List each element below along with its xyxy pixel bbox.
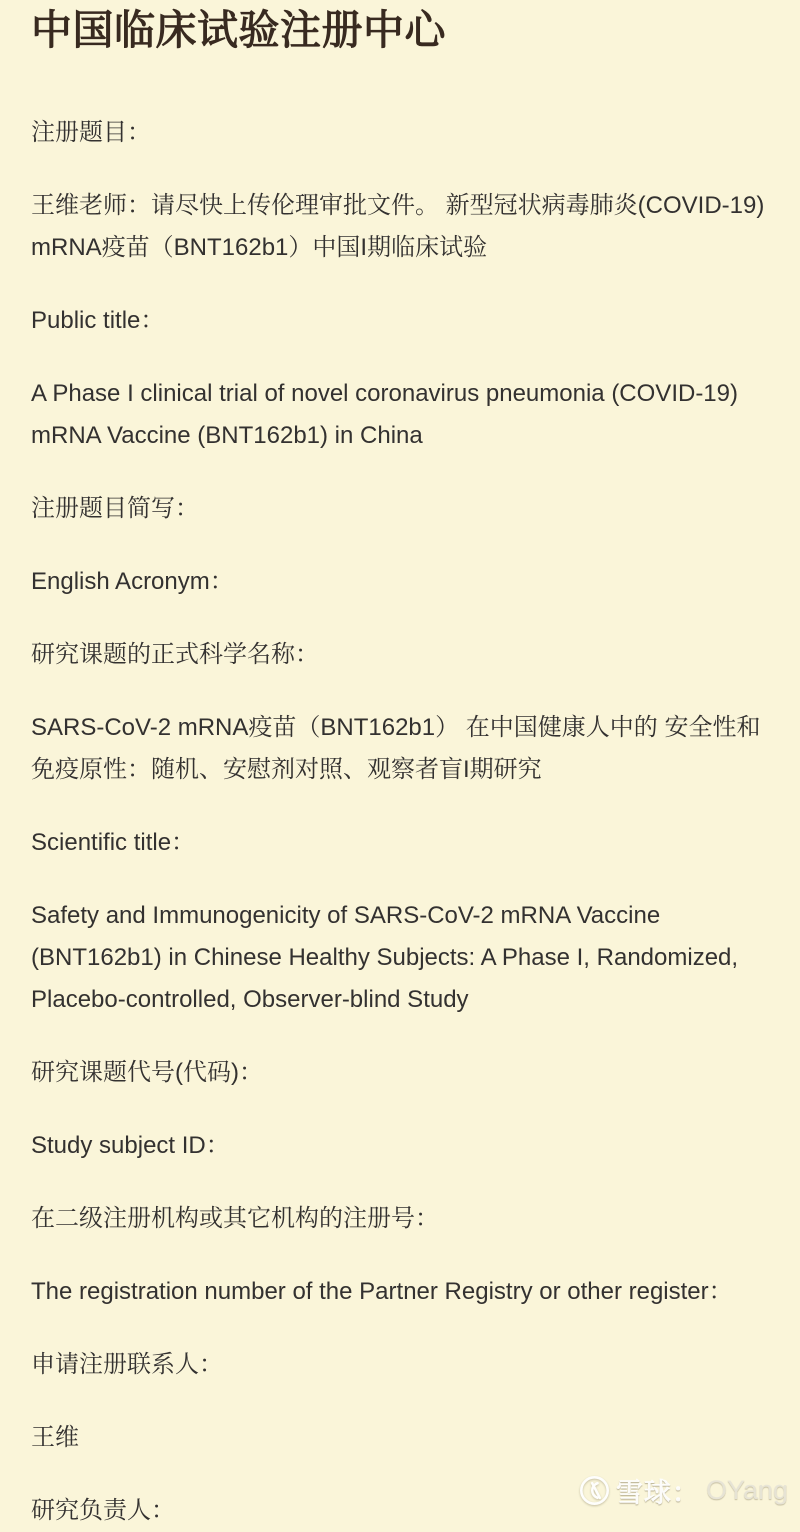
page-title: 中国临床试验注册中心 [31,7,446,53]
field-label: 研究课题的正式科学名称： [31,641,319,668]
field-value: Safety and Immunogenicity of SARS-CoV-2 mRNA Vaccine (BNT162b1) in Chinese Healthy Subjects: A Phase I, Randomized, Placebo-controlled, Observer-blind Study [31,902,739,1013]
field-label: Scientific title： [31,829,196,856]
field-value: 王维 [31,1424,79,1451]
field-label: The registration number of the Partner Registry or other register： [31,1278,733,1305]
field-label: Study subject ID： [31,1132,230,1159]
watermark-user: OYang [705,1475,788,1505]
field-value: SARS-CoV-2 mRNA疫苗（BNT162b1） 在中国健康人中的 安全性和免疫原性：随机、安慰剂对照、观察者盲I期研究 [31,714,761,783]
field-label: Public title： [31,307,165,334]
field-label: 注册题目简写： [31,495,199,522]
field-label: 申请注册联系人： [31,1351,223,1378]
field-label: 注册题目： [31,119,151,146]
field-label: 研究课题代号(代码)： [31,1059,263,1086]
field-label: English Acronym： [31,568,234,595]
registration-fields [31,112,769,1532]
watermark-brand: 雪球： [615,1478,700,1508]
field-value: 王维老师：请尽快上传伦理审批文件。 新型冠状病毒肺炎(COVID-19) mRNA疫苗（BNT162b1）中国I期临床试验 [31,192,765,261]
field-label: 在二级注册机构或其它机构的注册号： [31,1205,439,1232]
field-value: A Phase I clinical trial of novel coronavirus pneumonia (COVID-19) mRNA Vaccine (BNT162b1) in China [31,380,738,449]
field-label: 研究负责人： [31,1497,175,1524]
